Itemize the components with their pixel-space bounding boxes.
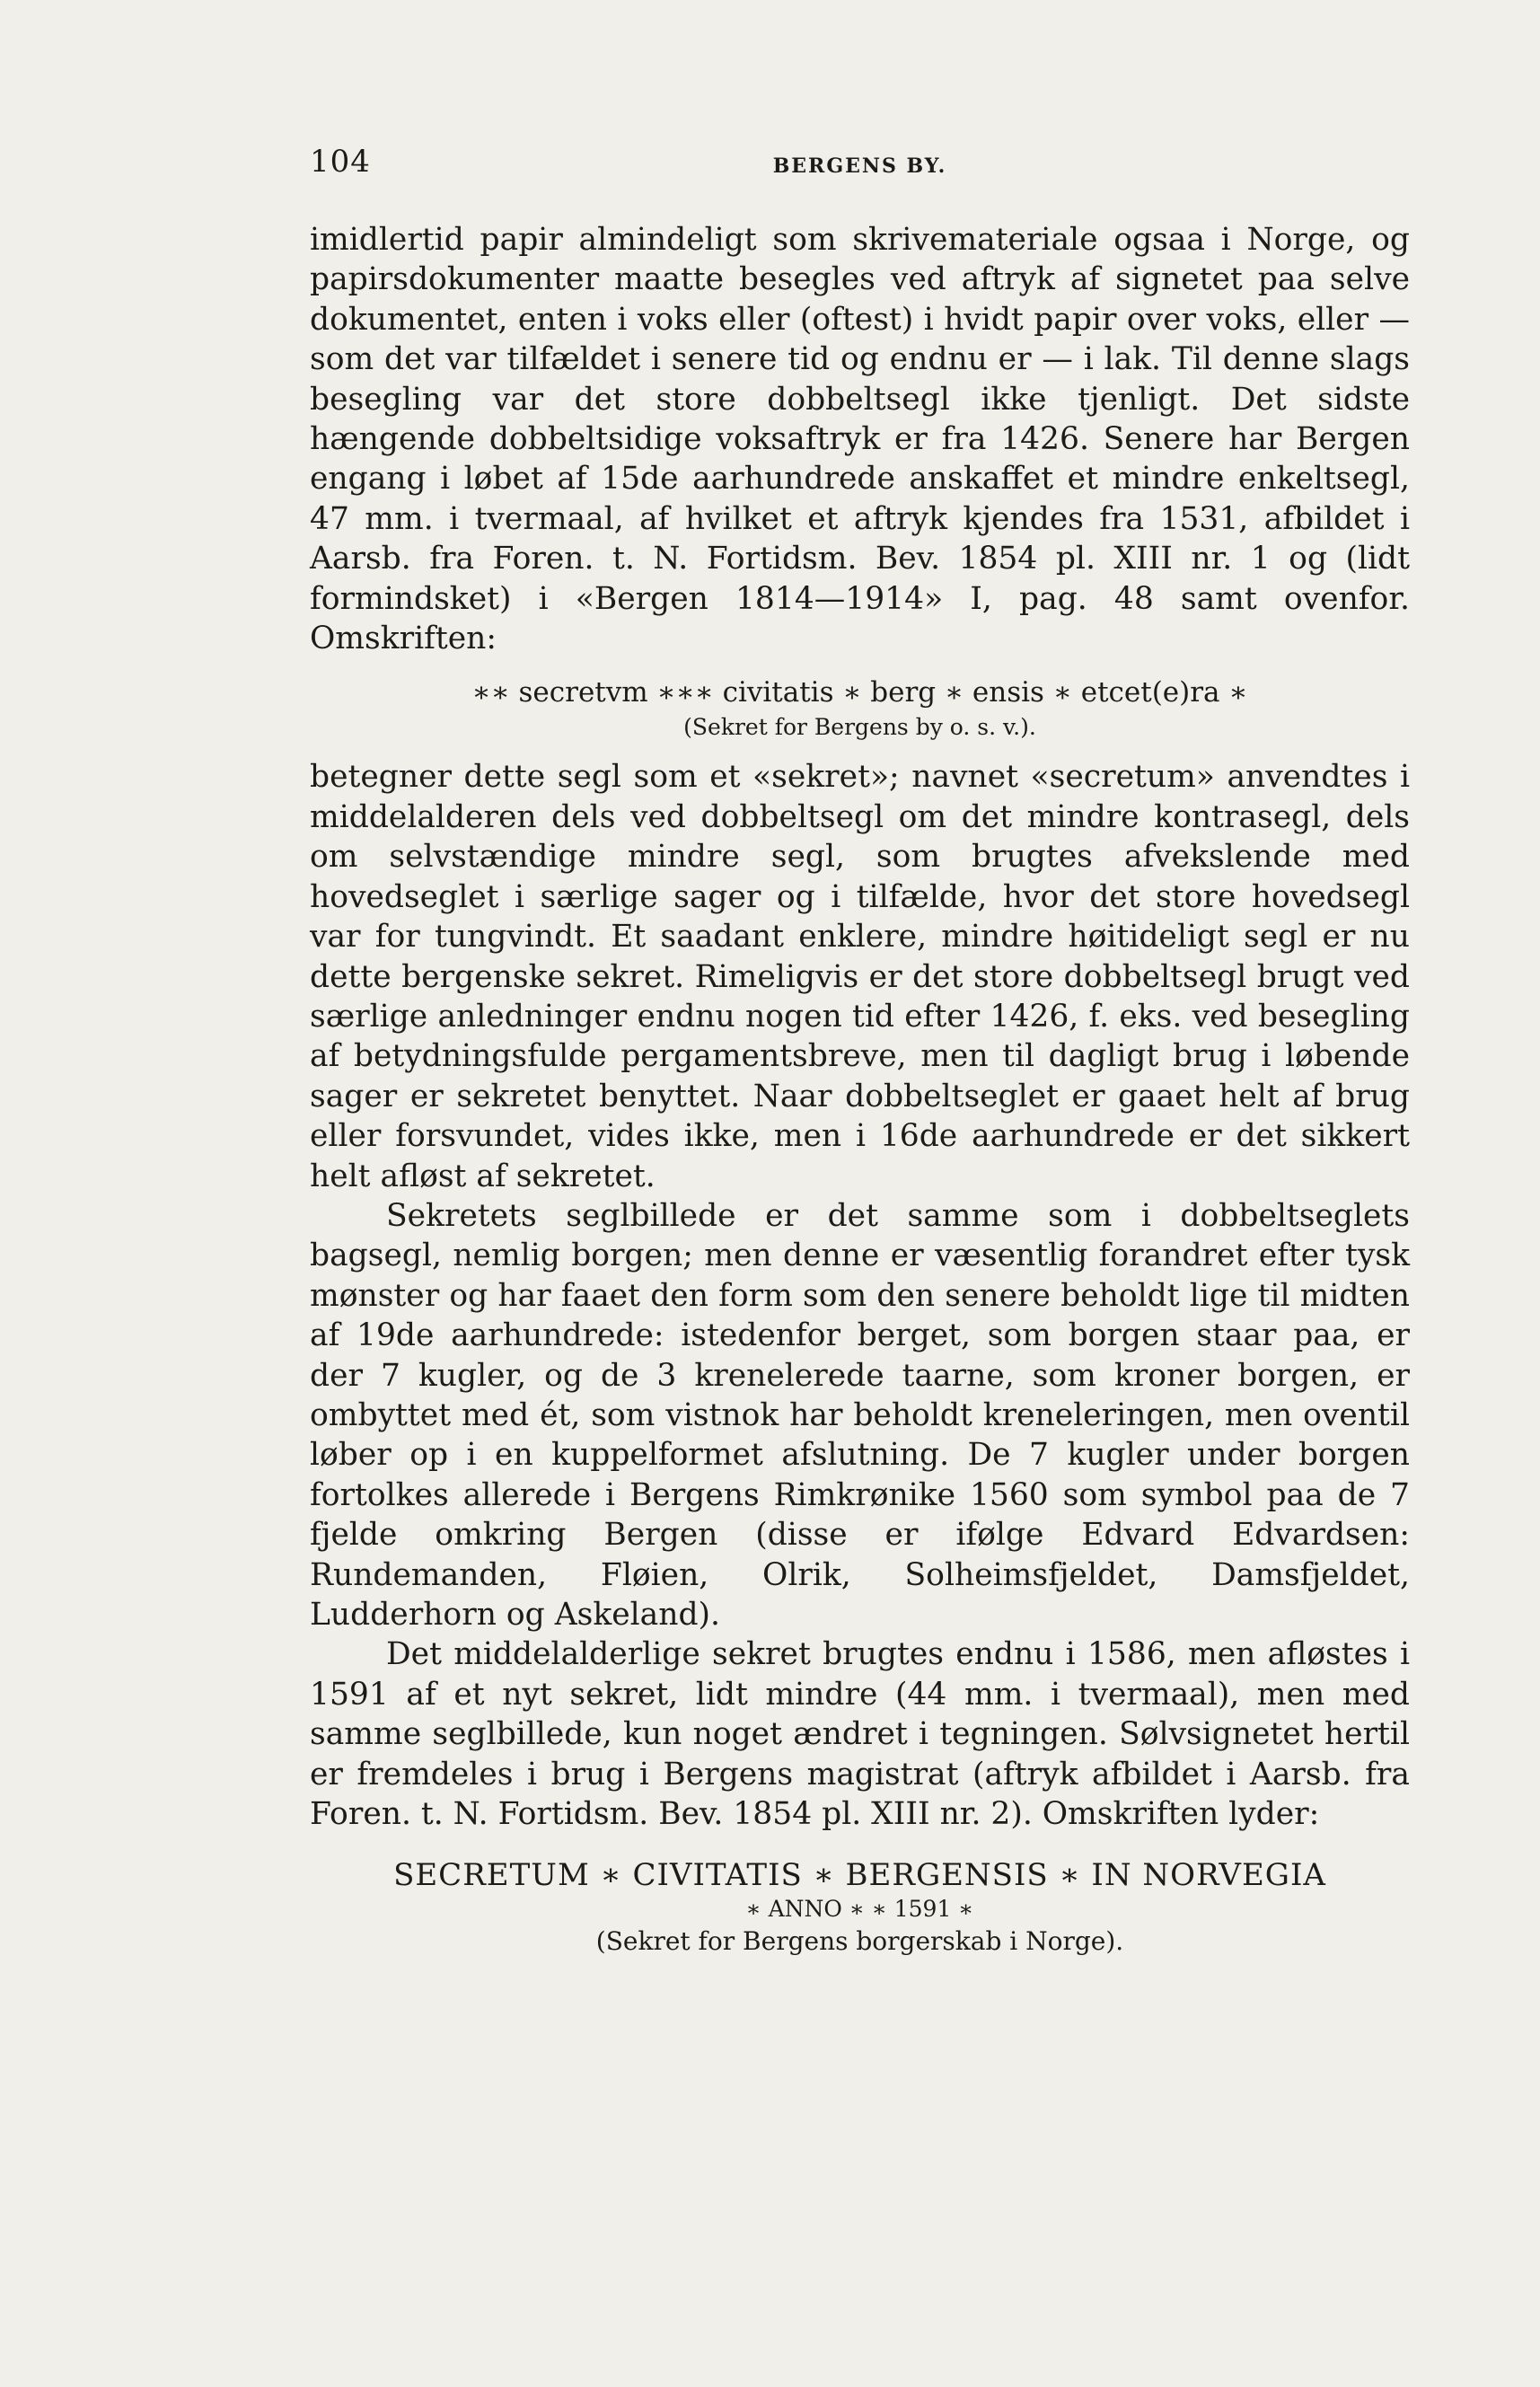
paragraph-4: Det middelalderlige sekret brugtes endnu i 1586, men afløstes i 1591 af et nyt sekret, lidt mindre (44 mm. i tvermaal), men med samme seglbillede, kun noget ændret i tegningen. Sølvsignetet hertil er fremdeles i brug i Bergens magistrat (aftryk afbildet i Aarsb. fra Foren. t. N. Fortidsm. Bev. 1854 pl. XIII nr. 2). Omskriften lyder: [310, 1636, 1410, 1833]
page-header [310, 144, 1410, 198]
seal-inscription-1: ∗∗ secretvm ∗∗∗ civitatis ∗ berg ∗ ensis ∗ etcet(e)ra ∗ [471, 676, 1248, 709]
paragraph-2: betegner dette segl som et «sekret»; navnet «secretum» anvendtes i middelalderen dels ved dobbeltsegl om det mindre kontrasegl, dels om selvstændige mindre segl, som brugtes afvekslende med hovedseglet i særlige sager og i tilfælde, hvor det store hovedsegl var for tungvindt. Et saadant enklere, mindre høitideligt segl er nu dette bergenske sekret. Rimeligvis er det store dobbeltsegl brugt ved særlige anledninger endnu nogen tid efter 1426, f. eks. ved besegling af betydningsfulde pergamentsbreve, men til dagligt brug i løbende sager er sekretet benyttet. Naar dobbeltseglet er gaaet helt af brug eller forsvundet, vides ikke, men i 16de aarhundrede er det sikkert helt afløst af sekretet. [310, 759, 1410, 1194]
seal-inscription-2-year: ∗ ANNO ∗ ∗ 1591 ∗ [745, 1896, 974, 1923]
page-number: 104 [310, 144, 371, 180]
seal-inscription-2: SECRETUM ∗ CIVITATIS ∗ BERGENSIS ∗ IN NORVEGIA [393, 1857, 1326, 1894]
seal-inscription-2-translation: (Sekret for Bergens borgerskab i Norge). [595, 1926, 1124, 1957]
paragraph-3: Sekretets seglbillede er det samme som i dobbeltseglets bagsegl, nemlig borgen; men denne er væsentlig forandret efter tysk mønster og har faaet den form som den senere beholdt lige til midten af 19de aarhundrede: istedenfor berget, som borgen staar paa, er der 7 kugler, og de 3 krenelerede taarne, som kroner borgen, er ombyttet med ét, som vistnok har beholdt kreneleringen, men oventil løber op i en kuppelformet afslutning. De 7 kugler under borgen fortolkes allerede i Bergens Rimkrønike 1560 som symbol paa de 7 fjelde omkring Bergen (disse er ifølge Edvard Edvardsen: Rundemanden, Fløien, Olrik, Solheimsfjeldet, Damsfjeldet, Ludderhorn og Askeland). [310, 1197, 1410, 1633]
paragraph-1: imidlertid papir almindeligt som skrivemateriale ogsaa i Norge, og papirsdokumenter maatte besegles ved aftryk af signetet paa selve dokumentet, enten i voks eller (oftest) i hvidt papir over voks, eller — som det var tilfældet i senere tid og endnu er — i lak. Til denne slags besegling var det store dobbeltsegl ikke tjenligt. Det sidste hængende dobbeltsidige voksaftryk er fra 1426. Senere har Bergen engang i løbet af 15de aarhundrede anskaffet et mindre enkeltsegl, 47 mm. i tvermaal, af hvilket et aftryk kjendes fra 1531, afbildet i Aarsb. fra Foren. t. N. Fortidsm. Bev. 1854 pl. XIII nr. 1 og (lidt formindsket) i «Bergen 1814—1914» I, pag. 48 samt ovenfor. Omskriften: [310, 222, 1410, 657]
body-text [310, 220, 1410, 1960]
seal-inscription-1-translation: (Sekret for Bergens by o. s. v.). [683, 714, 1036, 741]
running-title: BERGENS BY. [772, 154, 947, 178]
